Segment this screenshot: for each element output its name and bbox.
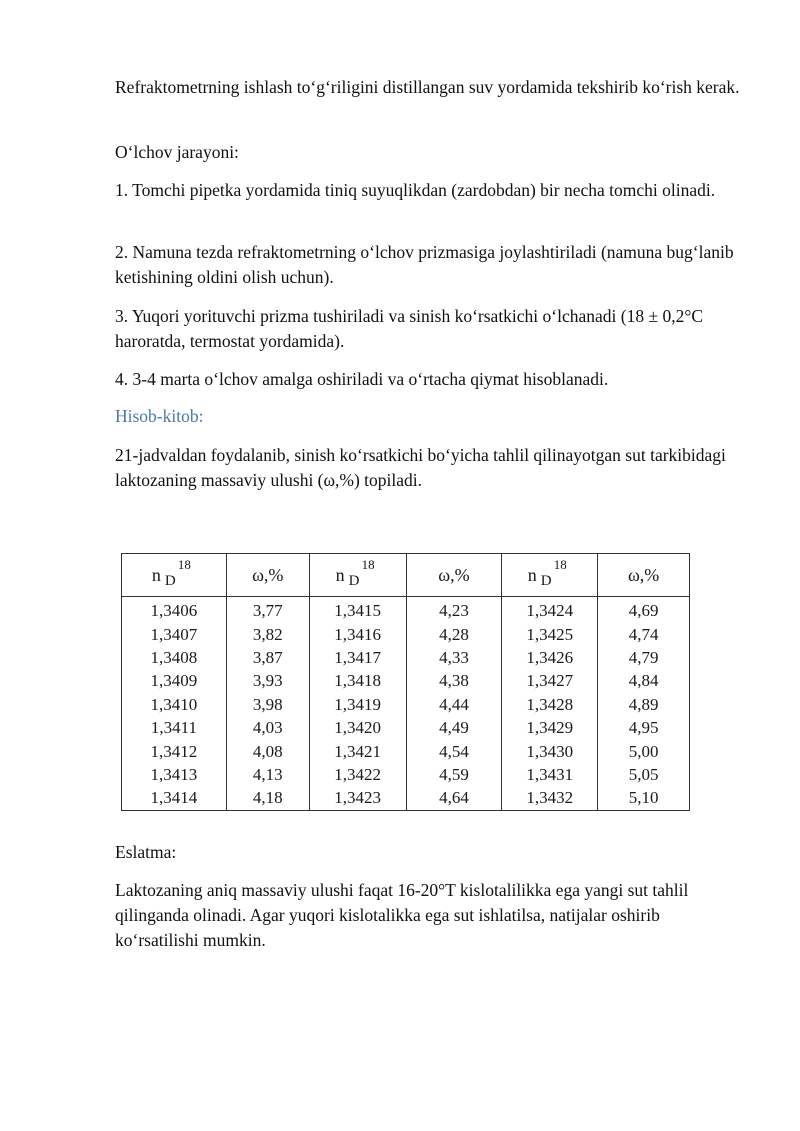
symbol-n: n <box>335 564 345 585</box>
cell-refractive-index: 1,3427 <box>502 669 598 692</box>
symbol-superscript: 18 <box>361 556 375 572</box>
cell-refractive-index: 1,3409 <box>122 669 227 692</box>
table-row <box>122 669 690 692</box>
header-mass-fraction: ω,% <box>226 554 309 597</box>
table-body <box>122 597 690 811</box>
cell-refractive-index: 1,3414 <box>122 786 227 810</box>
cell-mass-fraction: 4,03 <box>226 716 309 739</box>
cell-refractive-index: 1,3412 <box>122 739 227 762</box>
cell-refractive-index: 1,3419 <box>309 693 406 716</box>
process-title: O‘lchov jarayoni: <box>115 142 239 162</box>
cell-mass-fraction: 4,79 <box>598 646 690 669</box>
cell-refractive-index: 1,3421 <box>309 739 406 762</box>
symbol-subscript: D <box>540 572 552 589</box>
cell-refractive-index: 1,3417 <box>309 646 406 669</box>
cell-refractive-index: 1,3423 <box>309 786 406 810</box>
cell-mass-fraction: 4,49 <box>406 716 502 739</box>
step-2-paragraph: 2. Namuna tezda refraktometrning o‘lchov prizmasiga joylashtiriladi (namuna bug‘lanib ketishining oldini olish uchun). <box>115 242 734 287</box>
cell-mass-fraction: 4,59 <box>406 763 502 786</box>
refractive-index-symbol <box>152 555 196 591</box>
cell-mass-fraction: 4,08 <box>226 739 309 762</box>
cell-mass-fraction: 4,23 <box>406 597 502 623</box>
table-row <box>122 646 690 669</box>
cell-mass-fraction: 4,28 <box>406 622 502 645</box>
cell-refractive-index: 1,3406 <box>122 597 227 623</box>
cell-refractive-index: 1,3428 <box>502 693 598 716</box>
cell-refractive-index: 1,3422 <box>309 763 406 786</box>
cell-refractive-index: 1,3407 <box>122 622 227 645</box>
lactose-table <box>121 553 690 811</box>
cell-mass-fraction: 4,38 <box>406 669 502 692</box>
cell-mass-fraction: 4,95 <box>598 716 690 739</box>
cell-mass-fraction: 5,10 <box>598 786 690 810</box>
cell-refractive-index: 1,3429 <box>502 716 598 739</box>
cell-mass-fraction: 4,18 <box>226 786 309 810</box>
cell-mass-fraction: 4,54 <box>406 739 502 762</box>
table-header-row <box>122 554 690 597</box>
intro-paragraph: Refraktometrning ishlash to‘g‘riligini distillangan suv yordamida tekshirib ko‘rish kerak. <box>115 77 740 97</box>
cell-mass-fraction: 5,00 <box>598 739 690 762</box>
step-4-paragraph: 4. 3-4 marta o‘lchov amalga oshiriladi va o‘rtacha qiymat hisoblanadi. <box>115 369 609 389</box>
header-refractive-index <box>122 554 227 597</box>
cell-refractive-index: 1,3416 <box>309 622 406 645</box>
cell-mass-fraction: 4,89 <box>598 693 690 716</box>
cell-refractive-index: 1,3418 <box>309 669 406 692</box>
cell-mass-fraction: 4,74 <box>598 622 690 645</box>
symbol-subscript: D <box>348 572 360 589</box>
step-3-paragraph: 3. Yuqori yorituvchi prizma tushiriladi va sinish ko‘rsatkichi o‘lchanadi (18 ± 0,2°C haroratda, termostat yordamida). <box>115 306 704 351</box>
cell-refractive-index: 1,3420 <box>309 716 406 739</box>
cell-refractive-index: 1,3415 <box>309 597 406 623</box>
calc-paragraph: 21-jadvaldan foydalanib, sinish ko‘rsatkichi bo‘yicha tahlil qilinayotgan sut tarkibidagi laktozaning massaviy ulushi (ω,%) topiladi. <box>115 445 726 490</box>
header-mass-fraction: ω,% <box>598 554 690 597</box>
step-1-paragraph: 1. Tomchi pipetka yordamida tiniq suyuqlikdan (zardobdan) bir necha tomchi olinadi. <box>115 180 716 200</box>
note-title: Eslatma: <box>115 842 177 862</box>
table-row <box>122 763 690 786</box>
cell-mass-fraction: 4,44 <box>406 693 502 716</box>
table-row <box>122 786 690 810</box>
table-row <box>122 739 690 762</box>
cell-refractive-index: 1,3431 <box>502 763 598 786</box>
cell-mass-fraction: 4,64 <box>406 786 502 810</box>
cell-refractive-index: 1,3432 <box>502 786 598 810</box>
note-paragraph: Laktozaning aniq massaviy ulushi faqat 16-20°T kislotalilikka ega yangi sut tahlil qilinganda olinadi. Agar yuqori kislotalikka ega sut ishlatilsa, natijalar oshirib ko‘rsatilishi mumkin. <box>115 880 689 950</box>
cell-mass-fraction: 4,84 <box>598 669 690 692</box>
table-row <box>122 716 690 739</box>
refractive-index-symbol <box>528 555 572 591</box>
header-refractive-index <box>309 554 406 597</box>
symbol-n: n <box>151 564 161 585</box>
cell-mass-fraction: 3,77 <box>226 597 309 623</box>
cell-refractive-index: 1,3410 <box>122 693 227 716</box>
cell-refractive-index: 1,3426 <box>502 646 598 669</box>
symbol-superscript: 18 <box>177 556 191 572</box>
cell-mass-fraction: 3,87 <box>226 646 309 669</box>
cell-mass-fraction: 3,98 <box>226 693 309 716</box>
cell-mass-fraction: 3,93 <box>226 669 309 692</box>
cell-mass-fraction: 5,05 <box>598 763 690 786</box>
symbol-n: n <box>527 564 537 585</box>
cell-mass-fraction: 4,13 <box>226 763 309 786</box>
cell-mass-fraction: 3,82 <box>226 622 309 645</box>
cell-refractive-index: 1,3425 <box>502 622 598 645</box>
lactose-table-container <box>121 553 690 806</box>
header-mass-fraction: ω,% <box>406 554 502 597</box>
refractive-index-symbol <box>336 555 380 591</box>
cell-refractive-index: 1,3411 <box>122 716 227 739</box>
table-row <box>122 597 690 623</box>
table-row <box>122 622 690 645</box>
cell-refractive-index: 1,3424 <box>502 597 598 623</box>
header-refractive-index <box>502 554 598 597</box>
cell-refractive-index: 1,3430 <box>502 739 598 762</box>
table-row <box>122 693 690 716</box>
cell-mass-fraction: 4,69 <box>598 597 690 623</box>
calc-heading: Hisob-kitob: <box>115 406 204 426</box>
symbol-subscript: D <box>164 572 176 589</box>
symbol-superscript: 18 <box>553 556 567 572</box>
cell-mass-fraction: 4,33 <box>406 646 502 669</box>
cell-refractive-index: 1,3408 <box>122 646 227 669</box>
cell-refractive-index: 1,3413 <box>122 763 227 786</box>
